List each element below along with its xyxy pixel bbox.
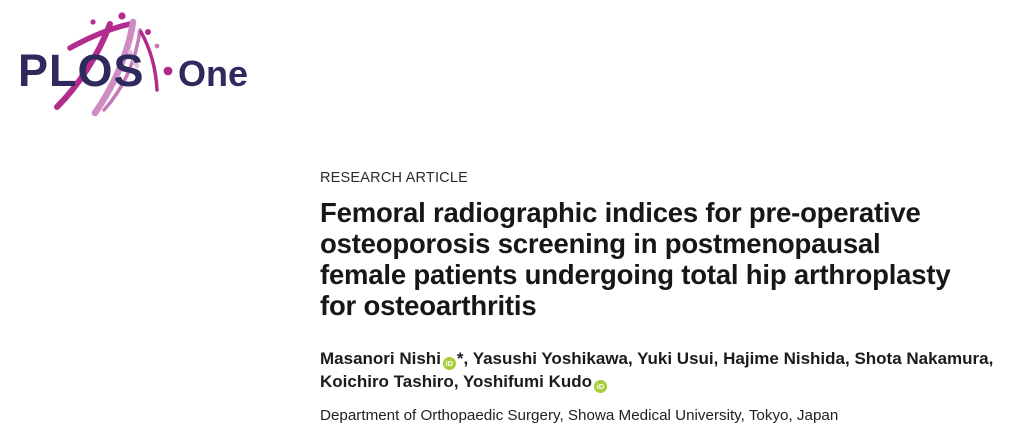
- author-name[interactable]: Koichiro Tashiro: [320, 372, 454, 391]
- author-list: [320, 347, 996, 393]
- author-separator: ,: [713, 349, 724, 368]
- title-line: for osteoarthritis: [320, 290, 537, 321]
- author-name[interactable]: Shota Nakamura: [854, 349, 989, 368]
- article-type-label: RESEARCH ARTICLE: [320, 170, 468, 186]
- title-line: Femoral radiographic indices for pre-operative: [320, 197, 921, 228]
- author-name[interactable]: Yuki Usui: [637, 349, 714, 368]
- title-line: osteoporosis screening in postmenopausal: [320, 228, 881, 259]
- author-name[interactable]: Yasushi Yoshikawa: [472, 349, 628, 368]
- author-separator: ,: [453, 372, 463, 391]
- author-separator: ,: [627, 349, 638, 368]
- plos-one-logo-graphic: [10, 4, 250, 118]
- author-separator: ,: [988, 349, 994, 368]
- plos-wordmark: PLOS: [18, 45, 145, 96]
- orcid-icon[interactable]: iD: [443, 357, 456, 370]
- author-name[interactable]: Yoshifumi Kudo: [462, 372, 593, 391]
- plos-one-logo[interactable]: [10, 4, 250, 123]
- article-header: [320, 170, 996, 425]
- affiliation: Department of Orthopaedic Surgery, Showa Medical University, Tokyo, Japan: [320, 407, 839, 424]
- title-line: female patients undergoing total hip arthroplasty: [320, 259, 951, 290]
- author-name[interactable]: Hajime Nishida: [723, 349, 845, 368]
- author-name[interactable]: Masanori Nishi: [320, 349, 441, 368]
- corresponding-author-marker: *: [456, 349, 464, 368]
- author-separator: ,: [463, 349, 473, 368]
- author-separator: ,: [844, 349, 855, 368]
- journal-name: One: [178, 53, 249, 94]
- orcid-icon[interactable]: iD: [594, 380, 607, 393]
- article-title: [320, 197, 996, 321]
